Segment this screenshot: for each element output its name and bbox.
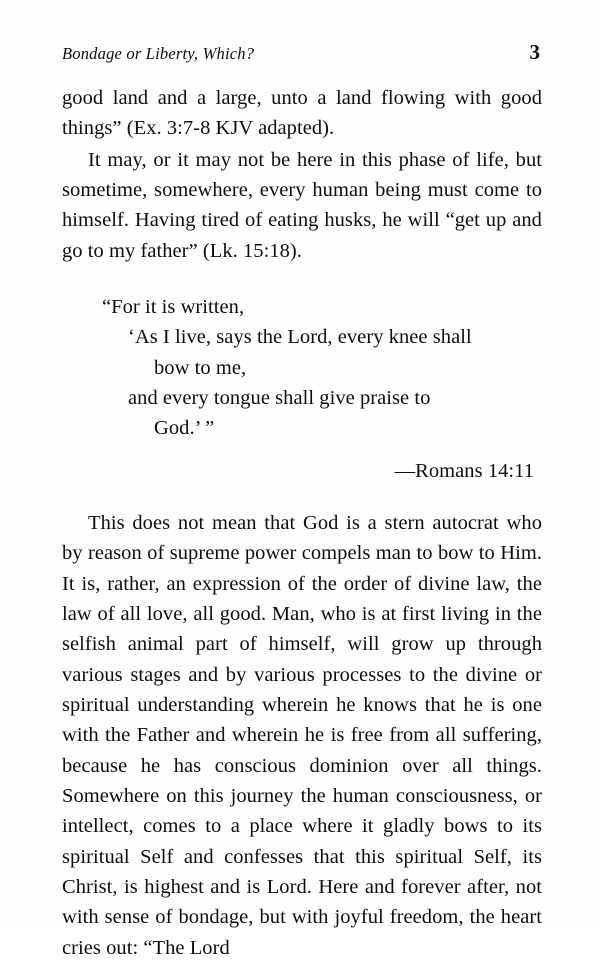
quote-attribution: —Romans 14:11: [394, 459, 534, 482]
paragraph-2: It may, or it may not be here in this phase of life, but sometime, somewhere, every human being must come to himself. Having tired of eating husks, he will “get up and go to my father” (Lk. 15:18).: [62, 148, 542, 262]
body-text: [62, 83, 542, 963]
quote-line-1: “For it is written,: [102, 295, 245, 318]
quote-line-2: ‘As I live, says the Lord, every knee shall: [128, 326, 472, 349]
running-head: [62, 40, 542, 65]
paragraph-1: good land and a large, unto a land flowing with good things” (Ex. 3:7-8 KJV adapted).: [62, 87, 542, 140]
running-title: Bondage or Liberty, Which?: [62, 44, 255, 63]
quote-line-4: and every tongue shall give praise to: [128, 386, 431, 409]
quote-line-5: God.’ ”: [154, 417, 215, 440]
page-number: 3: [529, 40, 540, 64]
quote-line-3: bow to me,: [154, 356, 247, 379]
paragraph-3: This does not mean that God is a stern autocrat who by reason of supreme power compels man to bow to Him. It is, rather, an expression of the order of divine law, the law of all love, all good. Man, who is at first living in the selfish animal part of himself, will grow up through various stages and by various processes to the divine or spiritual understanding wherein he knows that he is one with the Father and wherein he is free from all suffering, because he has conscious dominion over all things. Somewhere on this journey the human consciousness, or intellect, comes to a place where it gladly bows to its spiritual Self and confesses that this spiritual Self, its Christ, is highest and is Lord. Here and forever after, not with sense of bondage, but with joyful freedom, the heart cries out: “The Lord: [62, 511, 542, 959]
block-quote: [62, 292, 542, 486]
